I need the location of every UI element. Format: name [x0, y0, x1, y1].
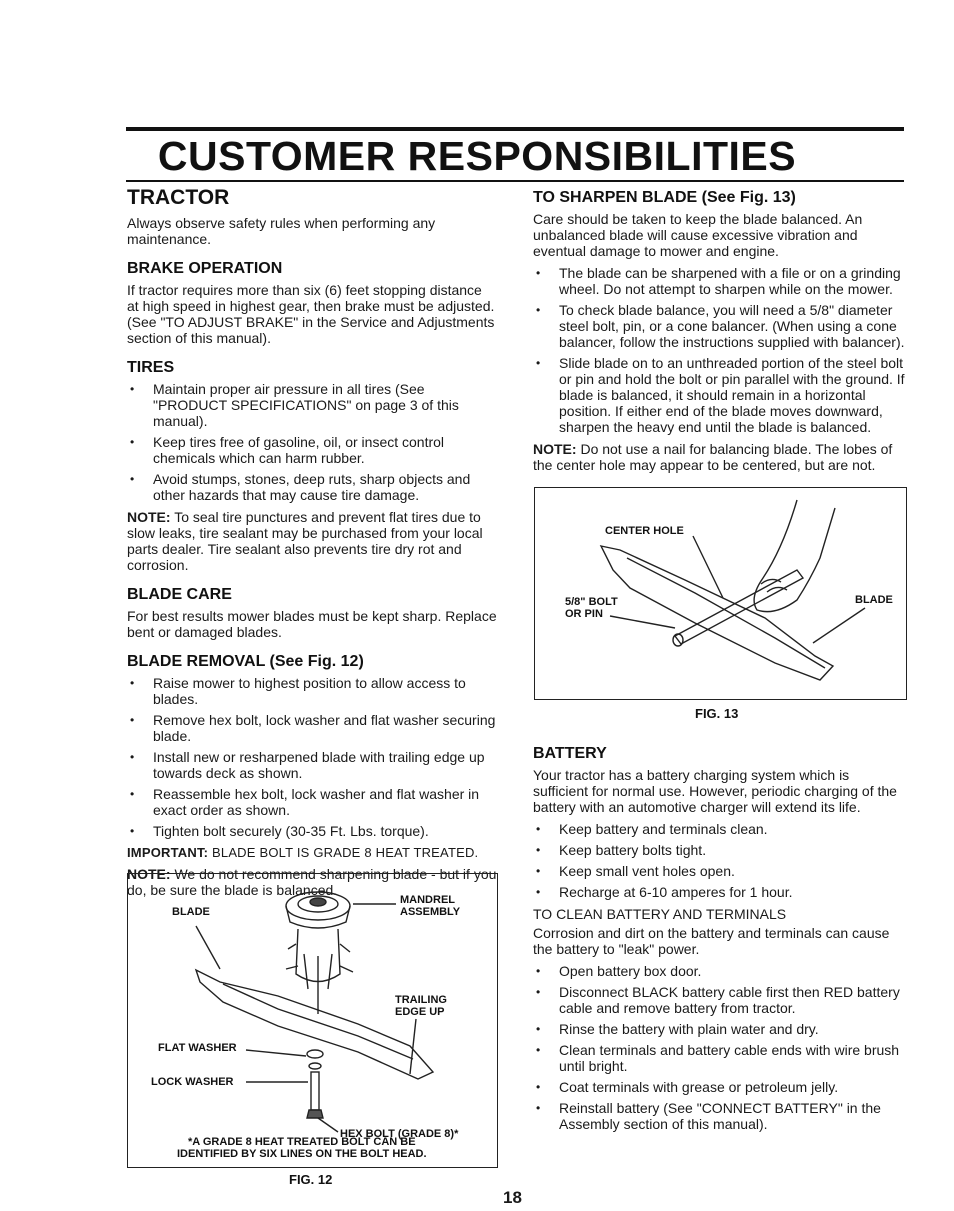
list-item: • Avoid stumps, stones, deep ruts, sharp objects and other hazards that may cause tire damage. [127, 471, 497, 503]
important-label: IMPORTANT: [127, 845, 209, 860]
blade-removal-list [127, 675, 497, 839]
list-item: • Keep small vent holes open. [533, 863, 905, 879]
fig12-flat-washer-label: FLAT WASHER [158, 1042, 237, 1054]
fig13-center-hole-label: CENTER HOLE [605, 525, 684, 537]
blade-balance-illustration [535, 488, 906, 699]
fig13-blade-label: BLADE [855, 594, 893, 606]
sharpen-note [533, 441, 905, 473]
fig12-blade-label: BLADE [172, 906, 210, 918]
note-label: NOTE: [533, 441, 577, 457]
blade-care-heading: BLADE CARE [127, 586, 232, 603]
fig12-trailing-label-1: TRAILING [395, 994, 447, 1006]
battery-clean-list [533, 963, 905, 1132]
list-item: • Recharge at 6-10 amperes for 1 hour. [533, 884, 905, 900]
battery-clean-text: Corrosion and dirt on the battery and terminals can cause the battery to "leak" power. [533, 925, 890, 957]
page-title: CUSTOMER RESPONSIBILITIES [157, 133, 797, 179]
fig12-trailing-label-2: EDGE UP [395, 1006, 445, 1018]
list-item: • Install new or resharpened blade with trailing edge up towards deck as shown. [127, 749, 497, 781]
list-item: • Reassemble hex bolt, lock washer and flat washer in exact order as shown. [127, 786, 497, 818]
list-item: • To check blade balance, you will need a 5/8" diameter steel bolt, pin, or a cone balancer. (When using a cone balancer, follow the instructions supplied with balancer). [533, 302, 905, 350]
list-item: • Rinse the battery with plain water and dry. [533, 1021, 905, 1037]
fig12-hex-bolt-label: HEX BOLT (GRADE 8)* [340, 1128, 459, 1140]
left-column [127, 186, 497, 904]
fig13-caption: FIG. 13 [695, 706, 739, 721]
sharpen-heading: TO SHARPEN BLADE (See Fig. 13) [533, 189, 796, 206]
list-item: • Coat terminals with grease or petroleum jelly. [533, 1079, 905, 1095]
list-item: • Reinstall battery (See "CONNECT BATTERY" in the Assembly section of this manual). [533, 1100, 905, 1132]
note-text: Do not use a nail for balancing blade. The lobes of the center hole may appear to be centered, but are not. [533, 441, 893, 473]
list-item: • Open battery box door. [533, 963, 905, 979]
important-text: BLADE BOLT IS GRADE 8 HEAT TREATED. [212, 845, 479, 860]
important-note [127, 845, 497, 861]
note-text: We do not recommend sharpening blade - but if you do, be sure the blade is balanced. [127, 866, 497, 898]
note-label: NOTE: [127, 866, 171, 882]
fig12-mandrel-label-1: MANDREL [400, 894, 455, 906]
battery-list [533, 821, 905, 900]
list-item: • Keep battery bolts tight. [533, 842, 905, 858]
fig13-bolt-label-2: OR PIN [565, 608, 603, 620]
list-item: • Slide blade on to an unthreaded portion of the steel bolt or pin and hold the bolt or pin parallel with the ground. If blade is balanced, it should remain in a horizontal position. If either end of the blade moves downward, sharpen the heavy end until the blade is balanced. [533, 355, 905, 435]
fig13-bolt-label-1: 5/8" BOLT [565, 596, 618, 608]
battery-clean-subheading: TO CLEAN BATTERY AND TERMINALS [533, 906, 787, 922]
blade-removal-heading: BLADE REMOVAL (See Fig. 12) [127, 653, 364, 670]
tires-list [127, 381, 497, 503]
note-text: To seal tire punctures and prevent flat tires due to slow leaks, tire sealant may be purchased from your local parts dealer. Tire sealant also prevents tire dry rot and corrosion. [127, 509, 483, 573]
right-column [533, 186, 905, 479]
fig12-footnote-2: IDENTIFIED BY SIX LINES ON THE BOLT HEAD. [177, 1148, 427, 1160]
battery-section [533, 744, 905, 1138]
sharpen-list [533, 265, 905, 435]
list-item: • The blade can be sharpened with a file or on a grinding wheel. Do not attempt to sharpen while on the mower. [533, 265, 905, 297]
list-item: • Tighten bolt securely (30-35 Ft. Lbs. torque). [127, 823, 497, 839]
figure-13-blade-balance [534, 487, 907, 700]
page-number: 18 [503, 1188, 522, 1207]
sharpen-text: Care should be taken to keep the blade balanced. An unbalanced blade will cause excessive vibration and eventual damage to mower and engine. [533, 211, 863, 259]
list-item: • Remove hex bolt, lock washer and flat washer securing blade. [127, 712, 497, 744]
fig12-lock-washer-label: LOCK WASHER [151, 1076, 234, 1088]
title-rule-top [126, 127, 904, 131]
note-label: NOTE: [127, 509, 171, 525]
blade-care-text: For best results mower blades must be kept sharp. Replace bent or damaged blades. [127, 608, 497, 640]
fig12-caption: FIG. 12 [289, 1172, 333, 1187]
list-item: • Keep tires free of gasoline, oil, or insect control chemicals which can harm rubber. [127, 434, 497, 466]
fig12-mandrel-label-2: ASSEMBLY [400, 906, 461, 918]
list-item: • Keep battery and terminals clean. [533, 821, 905, 837]
brake-text: If tractor requires more than six (6) feet stopping distance at high speed in highest gear, then brake must be adjusted. (See "TO ADJUST BRAKE" in the Service and Adjustments section of this manual). [127, 282, 495, 346]
list-item: • Maintain proper air pressure in all tires (See "PRODUCT SPECIFICATIONS" on page 3 of this manual). [127, 381, 497, 429]
tires-heading: TIRES [127, 359, 175, 376]
title-rule-bottom [126, 180, 904, 182]
battery-text: Your tractor has a battery charging system which is sufficient for normal use. However, periodic charging of the battery with an automotive charger will extend its life. [533, 767, 897, 815]
tractor-heading: TRACTOR [127, 186, 230, 209]
list-item: • Raise mower to highest position to allow access to blades. [127, 675, 497, 707]
fig12-footnote-1: *A GRADE 8 HEAT TREATED BOLT CAN BE [188, 1136, 416, 1148]
battery-heading: BATTERY [533, 745, 607, 762]
brake-heading: BRAKE OPERATION [127, 260, 283, 277]
list-item: • Disconnect BLACK battery cable first then RED battery cable and remove battery from tractor. [533, 984, 905, 1016]
list-item: • Clean terminals and battery cable ends with wire brush until bright. [533, 1042, 905, 1074]
tractor-text: Always observe safety rules when performing any maintenance. [127, 215, 436, 247]
tires-note [127, 509, 497, 573]
figure-12-blade-removal [127, 873, 498, 1168]
